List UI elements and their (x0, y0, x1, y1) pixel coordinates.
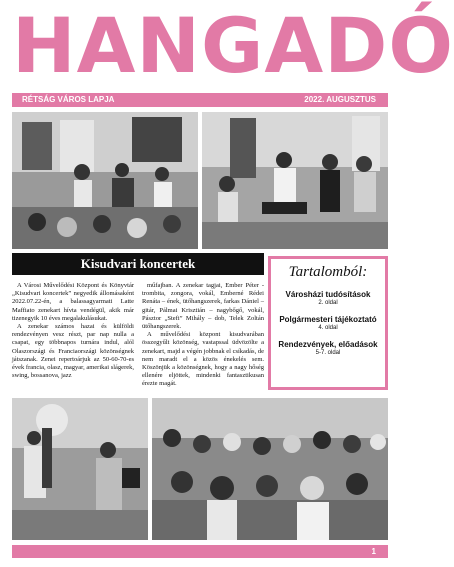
issue-date: 2022. AUGUSZTUS (304, 95, 376, 104)
toc-item (271, 315, 385, 331)
toc-item (271, 290, 385, 306)
audience-photo (152, 398, 388, 540)
article-paragraph: A Városi Művelődési Központ és Könyvtár „Kisudvari koncertek” negyedik állomásaként 2022.07.22-én, a balassagyarmati Latte Maffiato zenekart hívta vendégül, akik már tizenegyik 10 éves megalakulásukat. (12, 282, 134, 322)
article-paragraph: A művelődési központ kisudvarában összegyűlt közönség, vastapssal üdvözölte a zenekart, majd a végén jobbnak el csíkadás, de nem maradt el a közös énekelés sem. Köszönjük a közönségnek, hogy a nagy hőség ellenére eljöttek, mindenki fantasztikusan érezte magát. (142, 331, 264, 388)
article-column-right (142, 282, 264, 389)
article-body (12, 282, 264, 388)
table-of-contents (268, 256, 388, 390)
toc-item-page: 5-7. oldal (315, 350, 341, 356)
footer-bar (12, 545, 388, 558)
concert-photo-2 (202, 112, 388, 249)
article-column-left (12, 282, 134, 380)
toc-item-page: 2. oldal (318, 300, 338, 306)
toc-title: Tartalomból: (288, 264, 368, 280)
toc-item (271, 340, 385, 356)
concert-photo-1 (12, 112, 198, 249)
masthead-bar (12, 93, 388, 107)
toc-item-title: Városházi tudósítások (285, 290, 371, 299)
masthead-title: HANGADÓ (12, 1, 454, 90)
page-number: 1 (371, 547, 376, 556)
toc-item-title: Rendezvények, előadások (278, 340, 378, 349)
toc-item-title: Polgármesteri tájékoztató (279, 315, 377, 324)
article-paragraph: A zenekar számos hazai és külföldi rendezvényen vesz részt, par nap nulla a csapat, egy többnapos turnára indul, alól Olaszországi és Franciaországi közönségnek játszanak. Zenei repertoárjuk az 50-60-70-es évek francia, olasz, magyar, amerikai slágerek, swing, bossanova, jazz (12, 323, 134, 380)
concert-photo-3 (12, 398, 148, 540)
toc-item-page: 4. oldal (318, 325, 338, 331)
article-title: Kisudvari koncertek (12, 253, 264, 275)
article-paragraph: műfajban. A zenekar tagjai, Ember Péter - trombita, zongora, vokál, Emberné Rédei Renáta – ének, ütőhangszerek, farkas Dániel – gitár, Pálmai Krisztián – nagybőgő, vokál, Pásztor „Stefi” Mihály – dob, Telek Zoltán ütőhangszerek. (142, 282, 264, 331)
masthead-subtitle: RÉTSÁG VÁROS LAPJA (22, 95, 115, 104)
